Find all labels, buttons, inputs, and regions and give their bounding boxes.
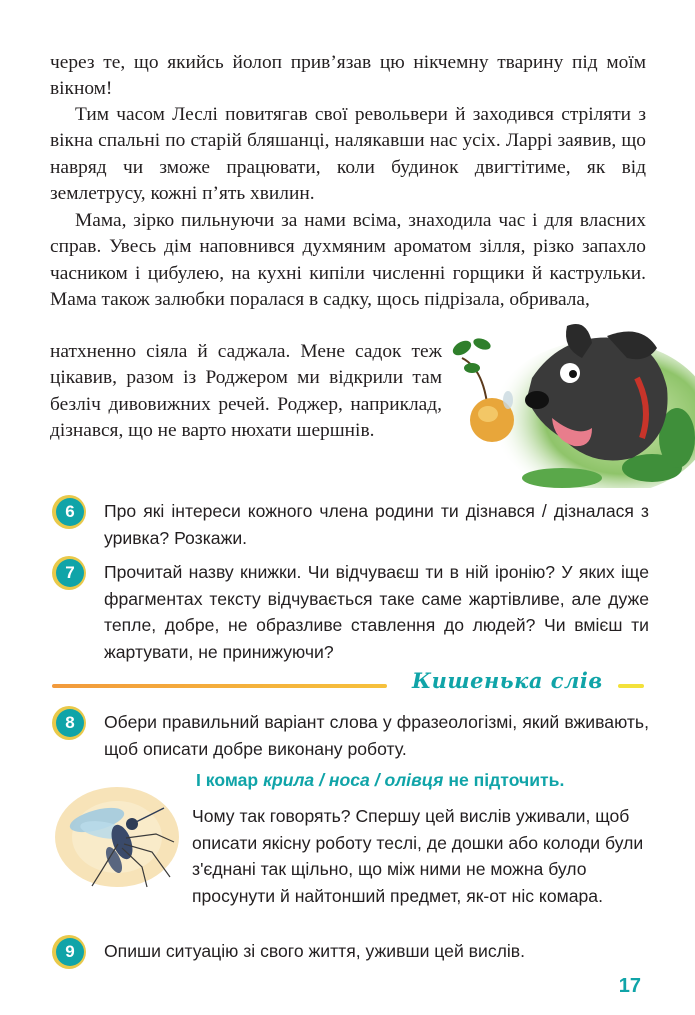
prose-paragraph-leslie: Тим часом Леслі повитягав свої револьвери й заходився стріляти з вікна спальні по старій бляшанці, налякавши нас усіх. Ларрі заявив, що навряд чи зможе працювати, коли будинок двигтітиме, як від землетрусу, кожні п’ять хвилин. [50,104,646,205]
prose-paragraph-roger: натхненно сіяла й саджала. Мене садок теж цікавив, разом із Роджером ми відкрили там безліч дивовижних речей. Роджер, наприклад, дізнався, що не варто нюхати шершнів. [50,341,442,442]
dog-illustration [442,318,695,488]
task-number-6: 6 [56,498,84,526]
prose-paragraph-continuation: через те, що якийсь йолоп прив’язав цю нікчемну тварину під моїм вікном! [50,52,646,100]
page-number: 17 [618,975,641,997]
task-text-6: Про які інтереси кожного члена родини ти дізнався / дізналася з уривка? Розкажи. [104,501,649,548]
task-number-7: 7 [56,559,84,587]
task-badge-8 [52,706,86,740]
section-rule-right [618,684,644,688]
prose-paragraph-mother: Мама, зірко пильнуючи за нами всіма, знаходила час і для власних справ. Увесь дім наповнився духмяним ароматом зілля, різко запахло часником і цибулею, на кухні кипіли численні горщики й каструльки. Мама також залюбки поралася в садку, щось підрізала, обривала, [50,210,646,311]
idiom-variants: крила / носа / олівця [263,770,444,790]
idiom-end: не підточить. [448,770,565,790]
idiom-line [196,770,564,791]
idiom-explanation: Чому так говорять? Спершу цей вислів уживали, щоб описати якісну роботу теслі, де дошки або колоди були з'єднані так щільно, що між ними не можна було просунути й найтонший предмет, як-от ніс комара. [192,806,644,906]
task-text-9: Опиши ситуацію зі свого життя, уживши цей вислів. [104,941,526,961]
task-text-8: Обери правильний варіант слова у фразеологізмі, який вживають, щоб описати добре виконану роботу. [104,712,649,759]
mosquito-illustration [52,782,187,892]
section-title: Кишенька слів [412,668,603,693]
task-number-8: 8 [56,709,84,737]
task-text-7: Прочитай назву книжки. Чи відчуваєш ти в ній іронію? У яких іще фрагментах тексту відчувається таке саме жартівливе, але дуже тепле, добре, не образливе ставлення до людей? Чи вмієш ти жартувати, не принижуючи? [104,562,649,662]
task-badge-6 [52,495,86,529]
task-badge-9 [52,935,86,969]
task-badge-7 [52,556,86,590]
task-number-9: 9 [56,938,84,966]
section-rule-left [52,684,387,688]
idiom-start: І комар [196,770,259,790]
